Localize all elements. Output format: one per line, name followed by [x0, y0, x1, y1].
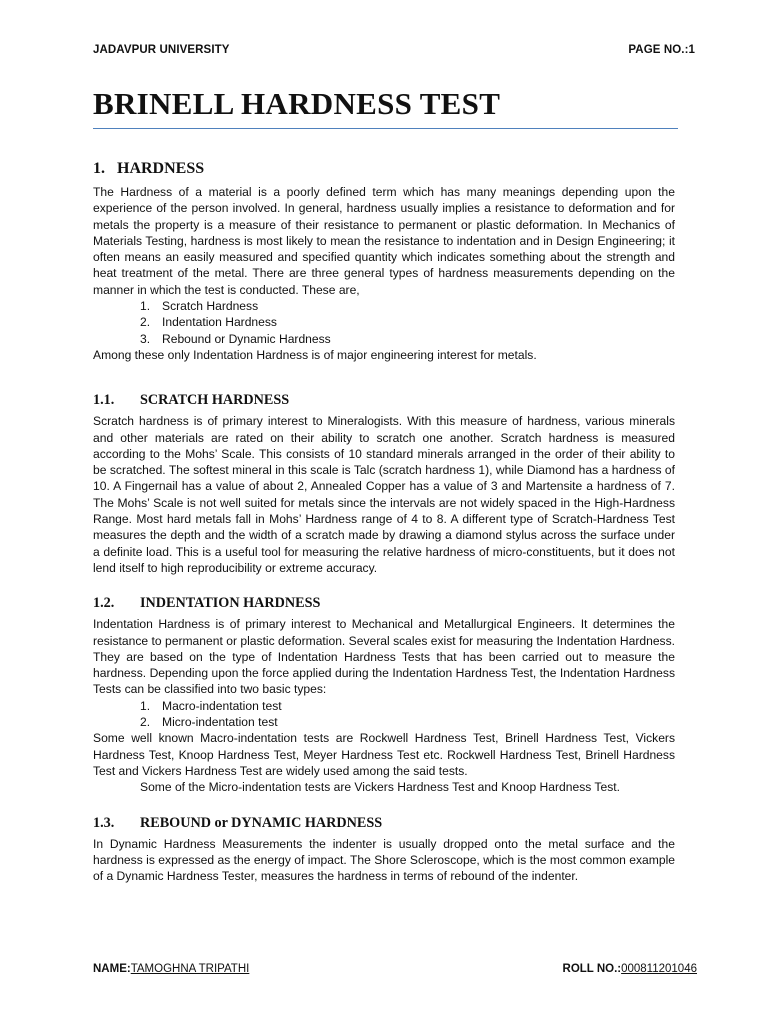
list-text: Macro-indentation test [162, 698, 282, 713]
list-number: 1. [140, 299, 151, 314]
list-text: Indentation Hardness [162, 315, 277, 330]
page-footer [93, 963, 697, 975]
list-number: 1. [140, 698, 151, 713]
paragraph: Scratch hardness is of primary interest to Mineralogists. With this measure of hardness, various minerals and other materials are rated on their ability to scratch one another. Scratch hardness is measured according to the Mohs’ Scale. This consists of 10 standard minerals arranged in the order of their ability to be scratched. The softest mineral in this scale is Talc (scratch hardness 1), while Diamond has a hardness of 10. A Fingernail has a value of about 2, Annealed Copper has a value of 3 and Martensite a hardness of 7. The Mohs’ Scale is not well suited for metals since the intervals are not widely spaced in the High-Hardness Range. Most hard metals fall in Mohs’ Hardness range of 4 to 8. A different type of Scratch-Hardness Test measures the depth and the width of a scratch made by drawing a diamond stylus across the surface under a definite load. This is a useful tool for measuring the relative hardness of micro-constituents, but it does not lend itself to high reproducibility or extreme accuracy. [93, 414, 675, 575]
roll-value: 000811201046 [621, 963, 697, 975]
subsection-title: INDENTATION HARDNESS [140, 595, 321, 612]
list-item [93, 331, 675, 347]
list-item [93, 298, 675, 314]
paragraph: Indentation Hardness is of primary interest to Mechanical and Metallurgical Engineers. It determines the resistance to permanent or plastic deformation. Several scales exist for measuring the Indentation Hardness. They are based on the type of Indentation Hardness Tests that has been carried out to measure the hardness. Depending upon the force applied during the Indentation Hardness Test, the Indentation Hardness Tests can be classified into two basic types: [93, 617, 675, 697]
list-item [93, 314, 675, 330]
subsection-title: REBOUND or DYNAMIC HARDNESS [140, 814, 383, 831]
list-item [93, 714, 675, 730]
list-text: Rebound or Dynamic Hardness [162, 331, 331, 346]
indentation-types-list [93, 698, 675, 731]
paragraph: Some of the Micro-indentation tests are Vickers Hardness Test and Knoop Hardness Test. [140, 780, 620, 795]
subsection-number: 1.3. [93, 814, 115, 831]
university-name: JADAVPUR UNIVERSITY [93, 44, 230, 56]
subsection-number: 1.2. [93, 595, 115, 612]
subsection-number: 1.1. [93, 392, 115, 409]
subsection-heading [93, 593, 675, 613]
list-number: 3. [140, 331, 151, 346]
list-item [93, 698, 675, 714]
section-scratch-hardness [93, 390, 675, 576]
page-header [93, 44, 695, 56]
paragraph: The Hardness of a material is a poorly defined term which has many meanings depending upon the experience of the person involved. In general, hardness usually implies a resistance to deformation and for metals the property is a measure of their resistance to permanent or plastic deformation. In Mechanics of Materials Testing, hardness is most likely to mean the resistance to indentation and in Design Engineering; it often means an easily measured and specified quantity which indicates something about the strength and heat treatment of the metal. There are three general types of hardness measurements depending on the manner in which the test is conducted. These are, [93, 185, 675, 297]
hardness-types-list [93, 298, 675, 347]
section-number: 1. [93, 160, 105, 177]
paragraph: Among these only Indentation Hardness is of major engineering interest for metals. [93, 347, 537, 362]
student-name [93, 963, 249, 975]
roll-label: ROLL NO.: [562, 963, 622, 975]
section-indentation-hardness [93, 593, 675, 795]
list-number: 2. [140, 715, 151, 730]
paragraph: Some well known Macro-indentation tests are Rockwell Hardness Test, Brinell Hardness Test, Vickers Hardness Test, Knoop Hardness Test, Meyer Hardness Test etc. Rockwell Hardness Test, Brinell Hardness Test and Vickers Hardness Test are widely used among the said tests. [93, 731, 675, 778]
subsection-heading [93, 390, 675, 410]
section-hardness [93, 158, 675, 363]
list-text: Micro-indentation test [162, 715, 278, 730]
subsection-title: SCRATCH HARDNESS [140, 392, 290, 409]
section-rebound-hardness [93, 813, 675, 885]
name-value: TAMOGHNA TRIPATHI [130, 963, 250, 975]
name-label: NAME: [93, 963, 131, 975]
page-number: PAGE NO.:1 [628, 44, 695, 56]
roll-number [563, 963, 697, 975]
list-number: 2. [140, 315, 151, 330]
section-title: HARDNESS [117, 160, 205, 177]
document-title: BRINELL HARDNESS TEST [93, 86, 501, 121]
list-text: Scratch Hardness [162, 299, 259, 314]
document-body [93, 158, 675, 884]
paragraph: In Dynamic Hardness Measurements the indenter is usually dropped onto the metal surface and the hardness is expressed as the energy of impact. The Shore Scleroscope, which is the most common example of a Dynamic Hardness Tester, measures the hardness in terms of rebound of the indenter. [93, 836, 675, 884]
title-underline [93, 128, 678, 129]
subsection-heading [93, 813, 675, 833]
section-heading [93, 158, 675, 180]
